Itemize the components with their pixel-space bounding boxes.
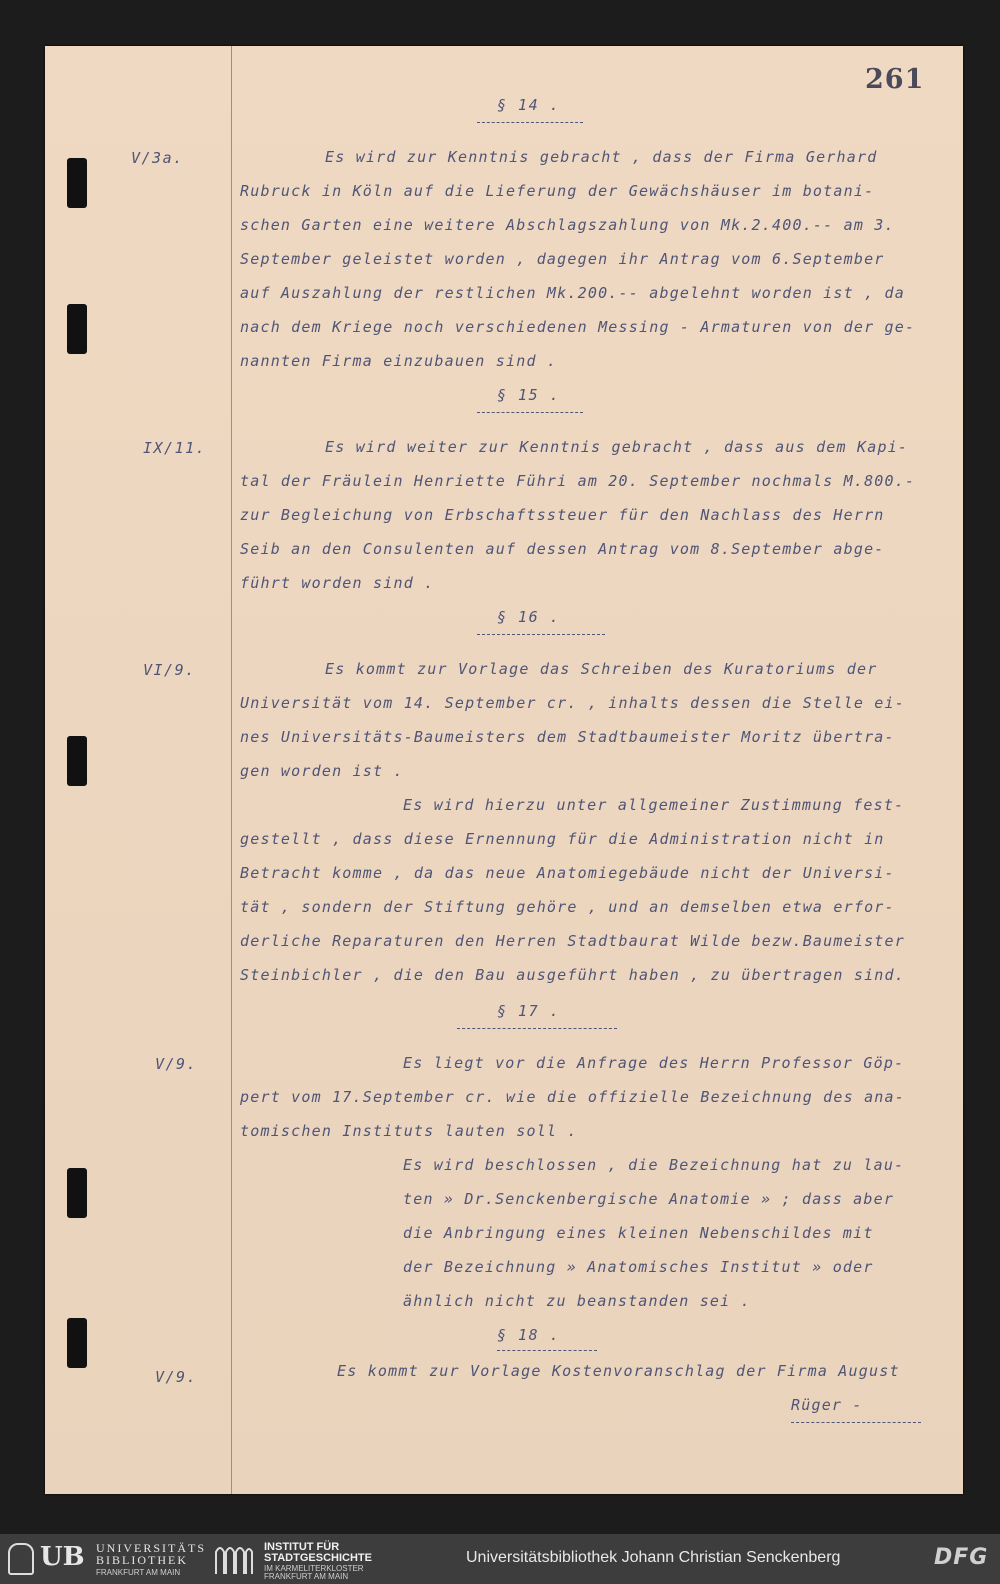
margin-line (231, 46, 232, 1494)
punch-hole (67, 304, 87, 354)
text-line: Es liegt vor die Anfrage des Herrn Professor Göp- (403, 1054, 905, 1072)
margin-reference: V/3a. (131, 149, 184, 167)
university-library-logo (8, 1543, 34, 1575)
heading-underline (477, 122, 583, 123)
text-line: ten » Dr.Senckenbergische Anatomie » ; dass aber (403, 1190, 895, 1208)
page-number: 261 (865, 64, 925, 95)
punch-hole (67, 158, 87, 208)
text-line: Es wird beschlossen , die Bezeichnung hat zu lau- (403, 1156, 905, 1174)
text-line: Es wird hierzu unter allgemeiner Zustimmung fest- (403, 796, 905, 814)
ub-city: FRANKFURT AM MAIN (96, 1568, 181, 1577)
institute-building-icon (214, 1542, 254, 1576)
text-line: tät , sondern der Stiftung gehöre , und an demselben etwa erfor- (240, 898, 895, 916)
margin-reference: IX/11. (143, 439, 207, 457)
ub-name (96, 1542, 206, 1566)
heading-underline (497, 1350, 597, 1351)
section-18-heading: § 18 . (497, 1326, 561, 1344)
section-16-heading: § 16 . (497, 608, 561, 626)
text-line: gen worden ist . (240, 762, 404, 780)
text-line: die Anbringung eines kleinen Nebenschildes mit (403, 1224, 874, 1242)
institute-name-line: INSTITUT FÜR (264, 1541, 340, 1553)
ub-wordmark: UB (40, 1542, 85, 1572)
text-line: tomischen Instituts lauten soll . (240, 1122, 578, 1140)
text-line: gestellt , dass diese Ernennung für die Administration nicht in (240, 830, 885, 848)
text-line: tal der Fräulein Henriette Führi am 20. September nochmals M.800.- (240, 472, 916, 490)
text-line: pert vom 17.September cr. wie die offizielle Bezeichnung des ana- (240, 1088, 905, 1106)
section-14-heading: § 14 . (497, 96, 561, 114)
institute-name-line: STADTGESCHICHTE (264, 1552, 372, 1564)
institute-address (264, 1565, 364, 1581)
margin-reference: VI/9. (143, 661, 196, 679)
catchword-underline (791, 1422, 921, 1423)
ub-name-line: BIBLIOTHEK (96, 1553, 188, 1567)
text-line: September geleistet worden , dagegen ihr Antrag vom 6.September (240, 250, 885, 268)
text-line: nannten Firma einzubauen sind . (240, 352, 558, 370)
section-15-heading: § 15 . (497, 386, 561, 404)
text-line: führt worden sind . (240, 574, 435, 592)
text-line: Betracht komme , da das neue Anatomiegebäude nicht der Universi- (240, 864, 895, 882)
text-line: Rüger - (791, 1396, 863, 1414)
text-line: derliche Reparaturen den Herren Stadtbaurat Wilde bezw.Baumeister (240, 932, 905, 950)
institute-address-line: FRANKFURT AM MAIN (264, 1572, 349, 1581)
text-line: Rubruck in Köln auf die Lieferung der Gewächshäuser im botani- (240, 182, 875, 200)
heading-underline (477, 634, 605, 635)
document-page (45, 46, 963, 1494)
text-line: auf Auszahlung der restlichen Mk.200.-- abgelehnt worden ist , da (240, 284, 905, 302)
dfg-logo: DFG (934, 1545, 989, 1570)
ub-name-line: UNIVERSITÄTS (96, 1541, 206, 1555)
punch-hole (67, 1318, 87, 1368)
text-line: der Bezeichnung » Anatomisches Institut » oder (403, 1258, 874, 1276)
institute-address-line: IM KARMELITERKLOSTER (264, 1564, 364, 1573)
text-line: Es wird zur Kenntnis gebracht , dass der Firma Gerhard (325, 148, 878, 166)
margin-reference: V/9. (155, 1055, 198, 1073)
punch-hole (67, 1168, 87, 1218)
text-line: nes Universitäts-Baumeisters dem Stadtbaumeister Moritz übertra- (240, 728, 895, 746)
text-line: zur Begleichung von Erbschaftssteuer für den Nachlass des Herrn (240, 506, 885, 524)
institute-name (264, 1542, 372, 1564)
text-line: Es kommt zur Vorlage Kostenvoranschlag der Firma August (337, 1362, 900, 1380)
heading-underline (457, 1028, 617, 1029)
margin-reference: V/9. (155, 1368, 198, 1386)
section-17-heading: § 17 . (497, 1002, 561, 1020)
text-line: ähnlich nicht zu beanstanden sei . (403, 1292, 751, 1310)
footer-bar (0, 1534, 1000, 1584)
text-line: Steinbichler , die den Bau ausgeführt haben , zu übertragen sind. (240, 966, 905, 984)
punch-hole (67, 736, 87, 786)
library-credit: Universitätsbibliothek Johann Christian Senckenberg (466, 1549, 841, 1566)
heading-underline (477, 412, 583, 413)
text-line: nach dem Kriege noch verschiedenen Messing - Armaturen von der ge- (240, 318, 916, 336)
text-line: Es kommt zur Vorlage das Schreiben des Kuratoriums der (325, 660, 878, 678)
text-line: schen Garten eine weitere Abschlagszahlung von Mk.2.400.-- am 3. (240, 216, 895, 234)
text-line: Universität vom 14. September cr. , inhalts dessen die Stelle ei- (240, 694, 905, 712)
text-line: Seib an den Consulenten auf dessen Antrag vom 8.September abge- (240, 540, 885, 558)
text-line: Es wird weiter zur Kenntnis gebracht , dass aus dem Kapi- (325, 438, 909, 456)
